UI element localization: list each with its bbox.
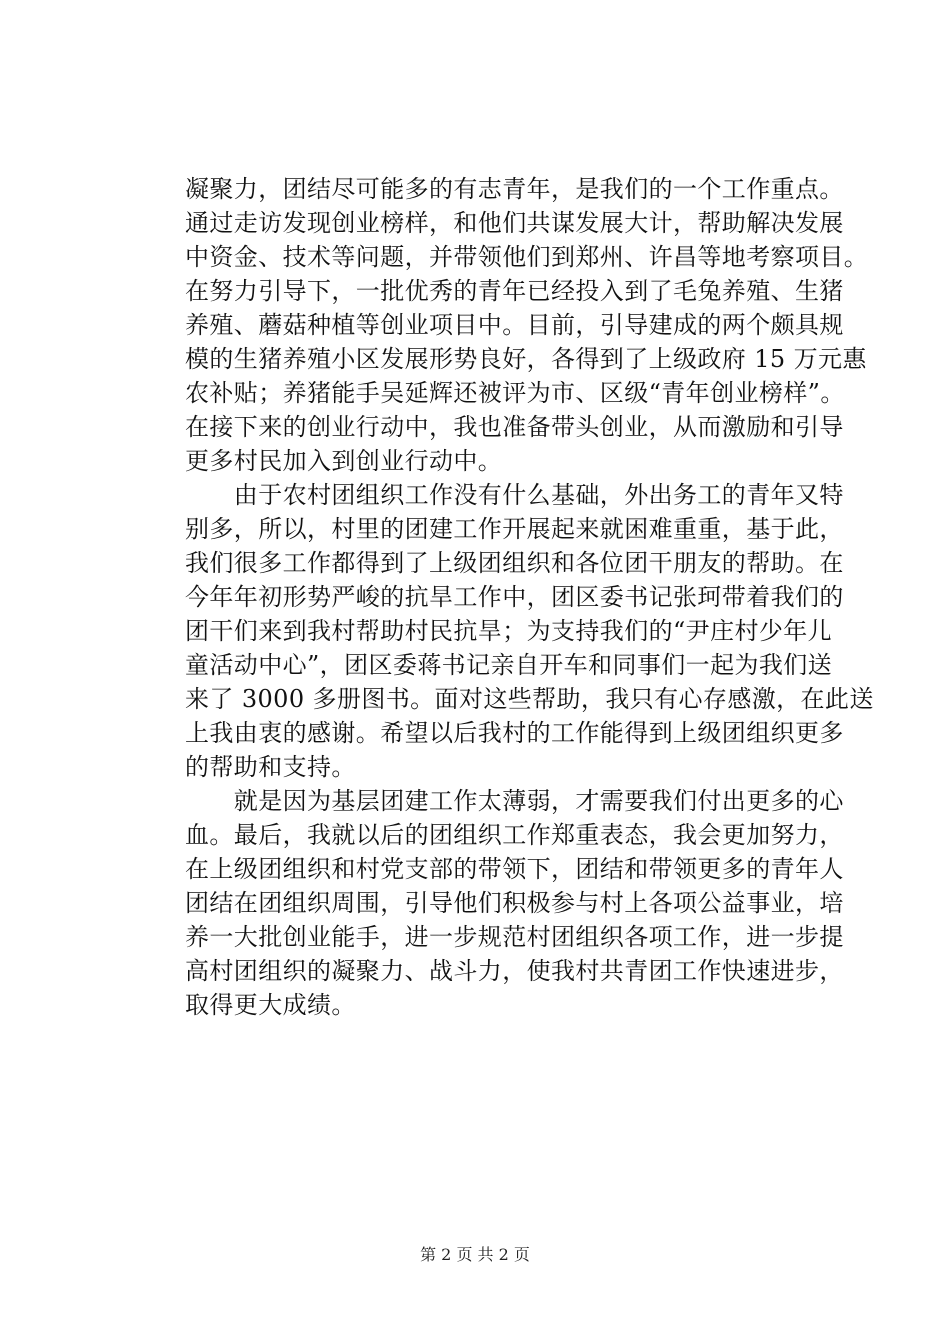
text-line: 在接下来的创业行动中，我也准备带头创业，从而激励和引导 [185,413,844,441]
text-line: 血。最后，我就以后的团组织工作郑重表态，我会更加努力， [185,821,844,849]
text-line: 团干们来到我村帮助村民抗旱；为支持我们的“尹庄村少年儿 [185,617,833,645]
text-line: 农补贴；养猪能手吴延辉还被评为市、区级“青年创业榜样”。 [185,379,845,407]
text-line: 团结在团组织周围，引导他们积极参与村上各项公益事业，培 [185,889,844,917]
text-line: 更多村民加入到创业行动中。 [185,447,503,475]
text-line: 上我由衷的感谢。希望以后我村的工作能得到上级团组织更多 [185,719,844,747]
text-line: 我们很多工作都得到了上级团组织和各位团干朋友的帮助。在 [185,549,844,577]
paragraph-3 [185,784,850,1022]
text-line: 中资金、技术等问题，并带领他们到郑州、许昌等地考察项目。 [185,243,869,271]
text-line: 就是因为基层团建工作太薄弱，才需要我们付出更多的心 [185,787,844,815]
text-line: 童活动中心”，团区委蒋书记亲自开车和同事们一起为我们送 [185,651,833,679]
text-line: 取得更大成绩。 [185,991,356,1019]
paragraph-2 [185,478,874,784]
text-line: 别多，所以，村里的团建工作开展起来就困难重重，基于此， [185,515,844,543]
text-line: 养殖、蘑菇种植等创业项目中。目前，引导建成的两个颇具规 [185,311,844,339]
text-line: 的帮助和支持。 [185,753,356,781]
page-footer [0,1244,950,1266]
page-number-label: 第 2 页 共 2 页 [420,1245,530,1264]
text-line: 通过走访发现创业榜样，和他们共谋发展大计，帮助解决发展 [185,209,844,237]
text-line: 高村团组织的凝聚力、战斗力，使我村共青团工作快速进步， [185,957,844,985]
paragraph-1 [185,172,869,478]
text-line: 来了 3000 多册图书。面对这些帮助，我只有心存感激，在此送 [185,685,874,713]
text-line: 在努力引导下，一批优秀的青年已经投入到了毛兔养殖、生猪 [185,277,844,305]
document-body [185,172,874,1022]
text-line: 凝聚力，团结尽可能多的有志青年，是我们的一个工作重点。 [185,175,844,203]
text-line: 养一大批创业能手，进一步规范村团组织各项工作，进一步提 [185,923,844,951]
text-line: 模的生猪养殖小区发展形势良好，各得到了上级政府 15 万元惠 [185,345,867,373]
text-line: 在上级团组织和村党支部的带领下，团结和带领更多的青年人 [185,855,844,883]
text-line: 今年年初形势严峻的抗旱工作中，团区委书记张珂带着我们的 [185,583,844,611]
text-line: 由于农村团组织工作没有什么基础，外出务工的青年又特 [185,481,844,509]
